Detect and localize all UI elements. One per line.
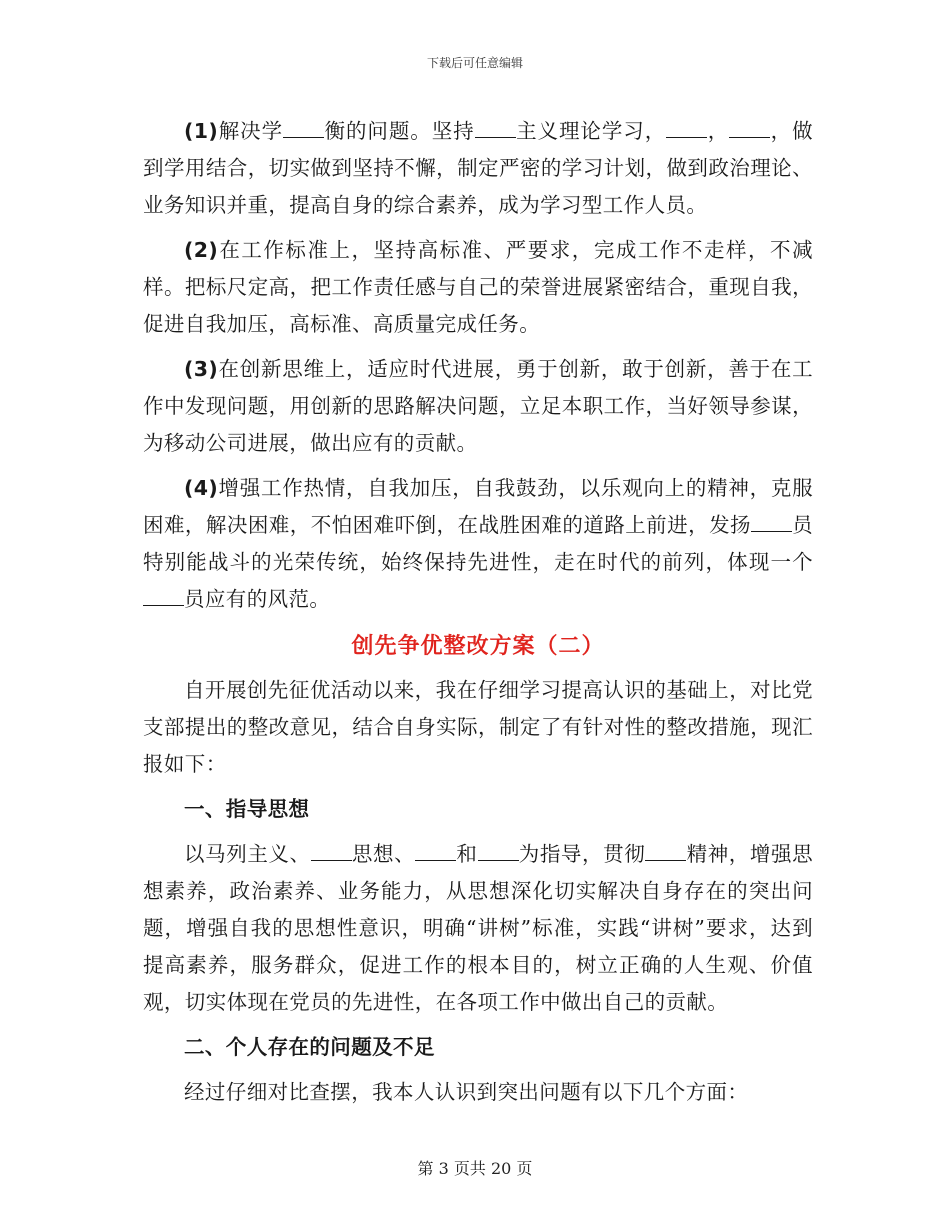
list-item-3: (3)在创新思维上，适应时代进展，勇于创新，敢于创新，善于在工作中发现问题，用创新的思路解决问题，立足本职工作，当好领导参谋，为移动公司进展，做出应有的贡献。 — [143, 357, 813, 455]
list-item-2: (2)在工作标准上，坚持高标准、严要求，完成工作不走样，不减样。把标尺定高，把工作责任感与自己的荣誉进展紧密结合，重现自我，促进自我加压，高标准、高质量完成任务。 — [143, 238, 813, 336]
fill-blank — [645, 842, 686, 861]
guiding-paragraph: 以马列主义、 思想、 和 为指导，贯彻 精神，增强思想素养，政治素养、业务能力，从思想深化切实解决自身存在的突出问题，增强自我的思想性意识，明确“讲树”标准，实践“讲树”要求，达到提高素养，服务群众，促进工作的根本目的，树立正确的人生观、价值观，切实体现在党员的先进性，在各项工作中做出自己的贡献。 — [143, 842, 814, 1014]
section-title: 创先争优整改方案（二） — [351, 633, 605, 659]
list-item-1: (1)解决学 衡的问题。坚持 主义理论学习， ， ，做到学用结合，切实做到坚持不懈，制定严密的学习计划，做到政治理论、业务知识并重，提高自身的综合素养，成为学习型工作人员。 — [143, 119, 813, 217]
intro-paragraph: 自开展创先征优活动以来，我在仔细学习提高认识的基础上，对比党支部提出的整改意见，结合自身实际，制定了有针对性的整改措施，现汇报如下： — [143, 678, 813, 776]
fill-blank — [283, 119, 324, 138]
document-body — [143, 113, 813, 1119]
item-number: (4) — [184, 476, 219, 500]
fill-blank — [143, 587, 184, 606]
fill-blank — [729, 119, 770, 138]
list-item-4: (4)增强工作热情，自我加压，自我鼓劲，以乐观向上的精神，克服困难，解决困难，不怕困难吓倒，在战胜困难的道路上前进，发扬 员特别能战斗的光荣传统，始终保持先进性，走在时代的前列，体现一个员应有的风范。 — [143, 476, 813, 611]
fill-blank — [478, 842, 519, 861]
heading-problems: 二、个人存在的问题及不足 — [184, 1035, 435, 1059]
page-header: 下载后可任意编辑 — [426, 56, 523, 70]
heading-guiding-thought: 一、指导思想 — [184, 797, 310, 821]
fill-blank — [751, 513, 792, 532]
problems-intro-paragraph: 经过仔细对比查摆，我本人认识到突出问题有以下几个方面： — [184, 1080, 749, 1104]
item-number: (2) — [184, 238, 219, 262]
item-number: (3) — [184, 357, 219, 381]
fill-blank — [475, 119, 516, 138]
fill-blank — [311, 842, 352, 861]
item-number: (1) — [184, 119, 219, 143]
page-footer: 第 3 页共 20 页 — [417, 1159, 533, 1178]
fill-blank — [415, 842, 456, 861]
fill-blank — [666, 119, 707, 138]
